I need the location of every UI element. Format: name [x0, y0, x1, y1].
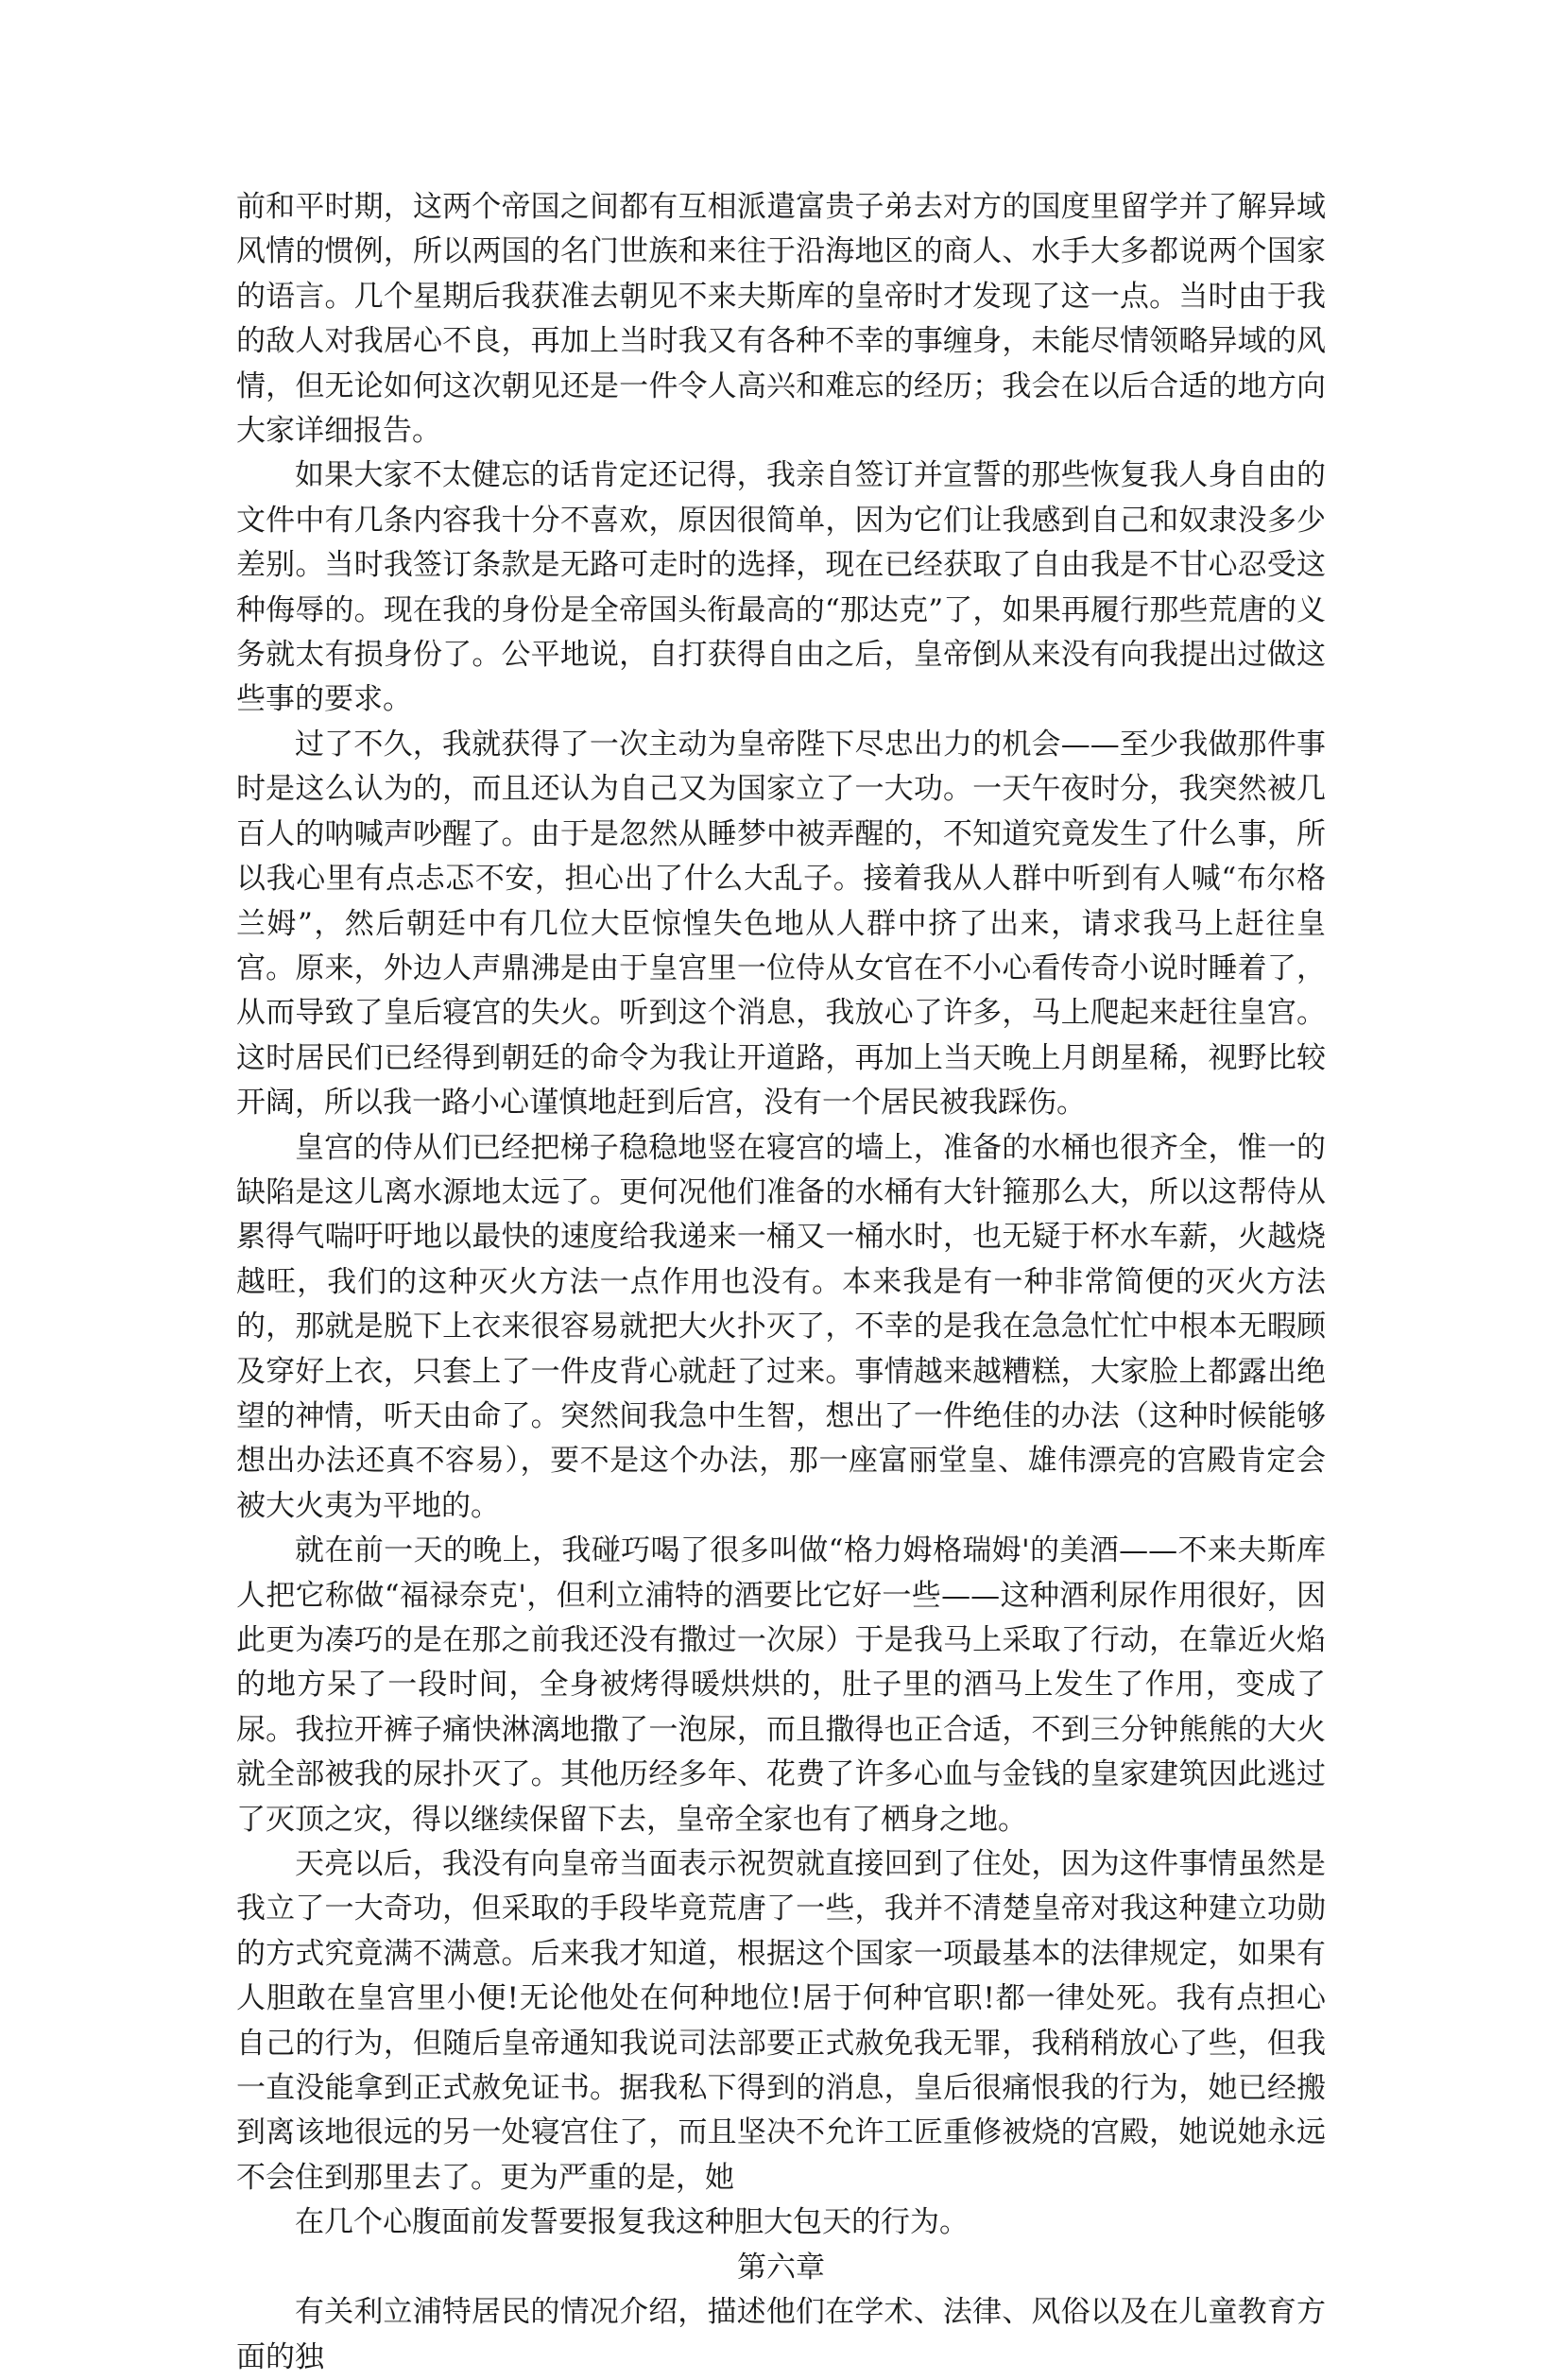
paragraph: 过了不久，我就获得了一次主动为皇帝陛下尽忠出力的机会——至少我做那件事时是这么认为的，而且还认为自己又为国家立了一大功。一天午夜时分，我突然被几百人的呐喊声吵醒了。由于是忽然从睡梦中被弄醒的，不知道究竟发生了什么事，所以我心里有点忐忑不安，担心出了什么大乱子。接着我从人群中听到有人喊“布尔格兰姆”，然后朝廷中有几位大臣惊惶失色地从人群中挤了出来，请求我马上赶往皇宫。原来，外边人声鼎沸是由于皇宫里一位侍从女官在不小心看传奇小说时睡着了，从而导致了皇后寝宫的失火。听到这个消息，我放心了许多，马上爬起来赶往皇宫。这时居民们已经得到朝廷的命令为我让开道路，再加上当天晚上月朗星稀，视野比较开阔，所以我一路小心谨慎地赶到后宫，没有一个居民被我踩伤。	[236, 727, 1326, 1121]
paragraph: 如果大家不太健忘的话肯定还记得，我亲自签订并宣誓的那些恢复我人身自由的文件中有几条内容我十分不喜欢，原因很简单，因为它们让我感到自己和奴隶没多少差别。当时我签订条款是无路可走时的选择，现在已经获取了自由我是不甘心忍受这种侮辱的。现在我的身份是全帝国头衔最高的“那达克”了，如果再履行那些荒唐的义务就太有损身份了。公平地说，自打获得自由之后，皇帝倒从来没有向我提出过做这些事的要求。	[236, 458, 1326, 717]
document-page	[236, 185, 1326, 2380]
paragraph: 就在前一天的晚上，我碰巧喝了很多叫做“格力姆格瑞姆'的美酒——不来夫斯库人把它称做“福禄奈克'，但利立浦特的酒要比它好一些——这种酒利尿作用很好，因此更为凑巧的是在那之前我还没有撒过一次尿）于是我马上采取了行动，在靠近火焰的地方呆了一段时间，全身被烤得暖烘烘的，肚子里的酒马上发生了作用，变成了尿。我拉开裤子痛快淋漓地撒了一泡尿，而且撒得也正合适，不到三分钟熊熊的大火就全部被我的尿扑灭了。其他历经多年、花费了许多心血与金钱的皇家建筑因此逃过了灭顶之灾，得以继续保留下去，皇帝全家也有了栖身之地。	[236, 1533, 1326, 1837]
paragraph: 天亮以后，我没有向皇帝当面表示祝贺就直接回到了住处，因为这件事情虽然是我立了一大奇功，但采取的手段毕竟荒唐了一些，我并不清楚皇帝对我这种建立功勋的方式究竟满不满意。后来我才知道，根据这个国家一项最基本的法律规定，如果有人胆敢在皇宫里小便!无论他处在何种地位!居于何种官职!都一律处死。我有点担心自己的行为，但随后皇帝通知我说司法部要正式赦免我无罪，我稍稍放心了些，但我一直没能拿到正式赦免证书。据我私下得到的消息，皇后很痛恨我的行为，她已经搬到离该地很远的另一处寝宫住了，而且坚决不允许工匠重修被烧的宫殿，她说她永远不会住到那里去了。更为严重的是，她	[236, 1847, 1326, 2195]
paragraph: 在几个心腹面前发誓要报复我这种胆大包天的行为。	[295, 2205, 969, 2240]
chapter-intro: 有关利立浦特居民的情况介绍，描述他们在学术、法律、风俗以及在儿童教育方面的独	[236, 2295, 1326, 2374]
chapter-title: 第六章	[737, 2250, 825, 2285]
paragraph: 皇宫的侍从们已经把梯子稳稳地竖在寝宫的墙上，准备的水桶也很齐全，惟一的缺陷是这儿离水源地太远了。更何况他们准备的水桶有大针箍那么大，所以这帮侍从累得气喘吁吁地以最快的速度给我递来一桶又一桶水时，也无疑于杯水车薪，火越烧越旺，我们的这种灭火方法一点作用也没有。本来我是有一种非常简便的灭火方法的，那就是脱下上衣来很容易就把大火扑灭了，不幸的是我在急急忙忙中根本无暇顾及穿好上衣，只套上了一件皮背心就赶了过来。事情越来越糟糕，大家脸上都露出绝望的神情，听天由命了。突然间我急中生智，想出了一件绝佳的办法（这种时候能够想出办法还真不容易），要不是这个办法，那一座富丽堂皇、雄伟漂亮的宫殿肯定会被大火夷为平地的。	[236, 1130, 1326, 1523]
paragraph-continued: 前和平时期，这两个帝国之间都有互相派遣富贵子弟去对方的国度里留学并了解异域风情的惯例，所以两国的名门世族和来往于沿海地区的商人、水手大多都说两个国家的语言。几个星期后我获准去朝见不来夫斯库的皇帝时才发现了这一点。当时由于我的敌人对我居心不良，再加上当时我又有各种不幸的事缠身，未能尽情领略异域的风情，但无论如何这次朝见还是一件令人高兴和难忘的经历；我会在以后合适的地方向大家详细报告。	[236, 190, 1326, 449]
